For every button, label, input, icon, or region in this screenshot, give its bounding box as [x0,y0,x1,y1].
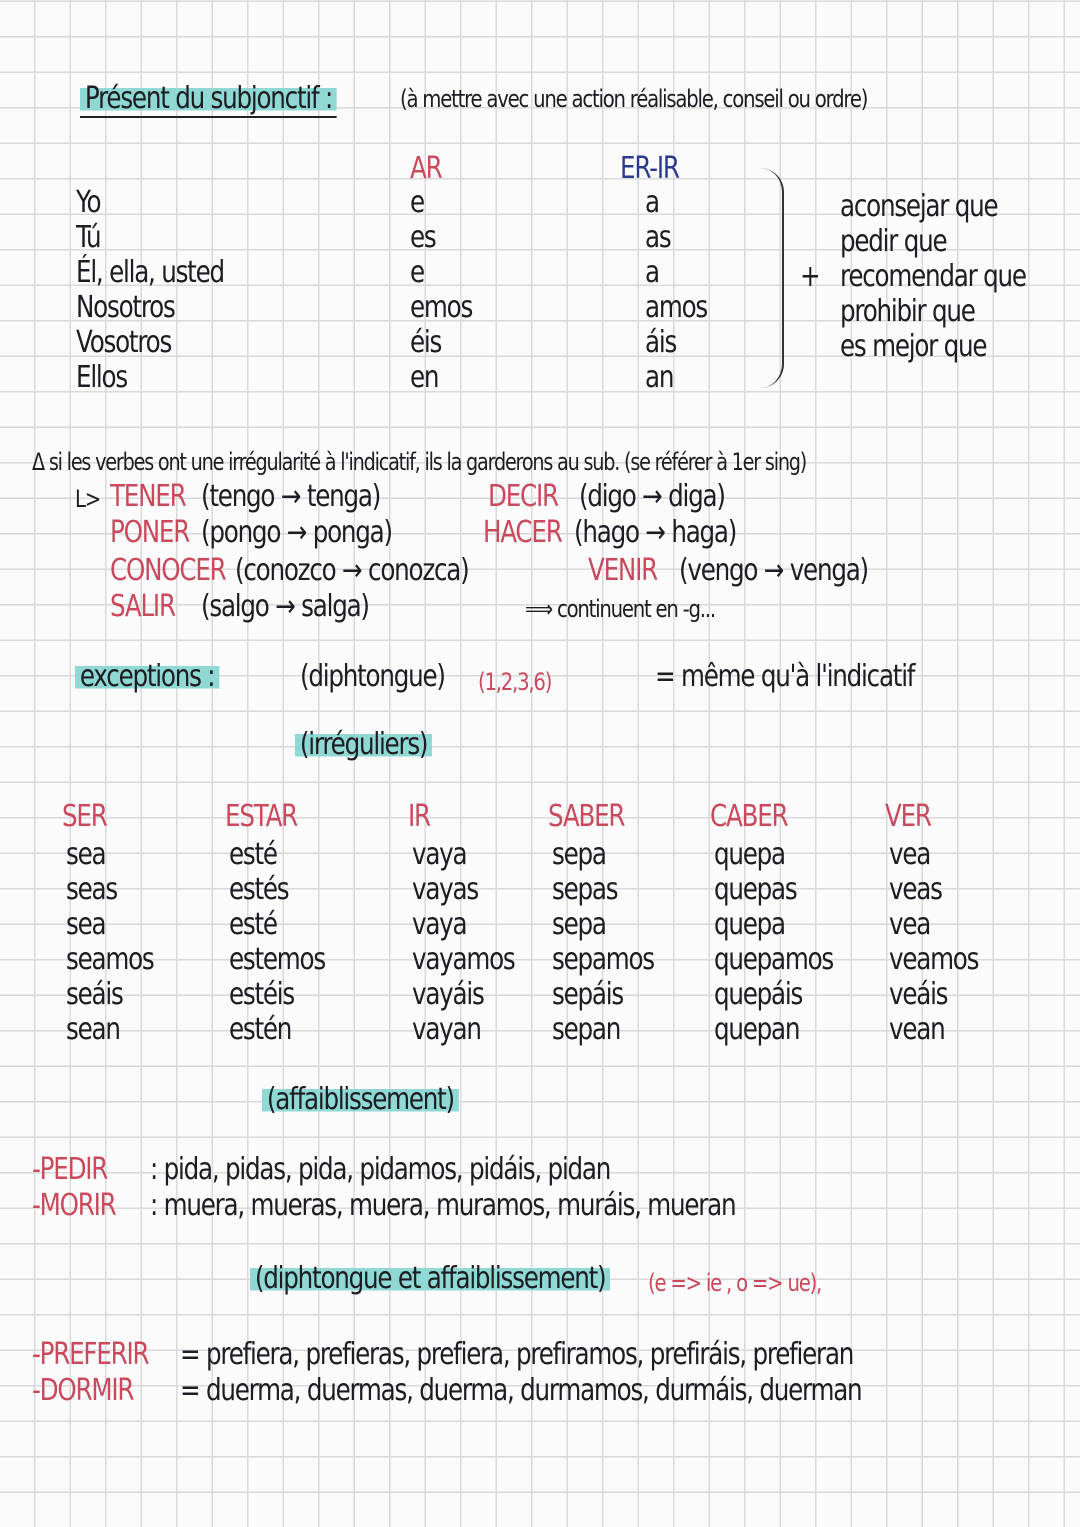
pronoun: Nosotros [76,290,175,325]
verb-form: esté [229,837,277,872]
verb-form: seas [66,872,117,907]
header-er-ir: ER-IR [620,151,679,186]
ar-ending: e [410,185,424,220]
verb-form: veas [889,872,942,907]
title-text: Présent du subjonctif : [80,81,337,118]
pronoun: Vosotros [76,325,172,360]
exceptions-text: exceptions : [75,659,219,694]
verb-form: estén [229,1012,292,1047]
ar-ending: es [410,220,436,255]
diphtongue-affaiblissement-text: (diphtongue et affaiblissement) [250,1261,610,1296]
exceptions-label [75,660,219,694]
verb-form: vaya [412,907,467,942]
verb-form: vean [889,1012,945,1047]
er-ir-ending: áis [645,325,677,360]
arrow-icon: L> [75,485,100,513]
pronoun: Ellos [76,360,127,395]
verb-form: veamos [889,942,979,977]
verb-form: seamos [66,942,154,977]
title-note: (à mettre avec une action réalisable, conseil ou ordre) [400,85,868,113]
er-ir-ending: an [645,360,674,395]
verb-form: vayas [412,872,478,907]
example-forms: (conozco → conozca) [235,553,469,588]
expression-item: pedir que [840,224,947,259]
verb-form: sea [66,907,106,942]
example-forms: (tengo → tenga) [201,479,381,514]
verb-form: quepáis [714,977,803,1012]
rule-note: Δ si les verbes ont une irrégularité à l'indicatif, ils la garderons au sub. (se référer à 1er sing) [32,448,807,476]
verb-form: esté [229,907,277,942]
expression-item: prohibir que [840,294,975,329]
verb-form: quepa [714,837,785,872]
verb-form: sea [66,837,106,872]
er-ir-ending: amos [645,290,707,325]
verb-header: IR [408,799,430,834]
example-verb: DECIR [488,479,558,514]
verb-header: SABER [548,799,625,834]
verb-form: sepan [552,1012,621,1047]
diphtongue-forms: = duerma, duermas, duerma, durmamos, durmáis, duerman [180,1373,862,1408]
verb-header: SER [62,799,107,834]
ar-ending: éis [410,325,442,360]
verb-form: estéis [229,977,295,1012]
affaiblissement-label [262,1083,459,1117]
verb-form: sepas [552,872,618,907]
brace [760,168,784,388]
affaiblissement-text: (affaiblissement) [262,1082,459,1117]
verb-form: estés [229,872,289,907]
expression-item: recomendar que [840,259,1026,294]
example-verb: HACER [483,515,562,550]
affaiblissement-verb: -MORIR [32,1188,116,1223]
continuation-note: ⟹ continuent en -g... [525,595,715,623]
verb-form: vaya [412,837,467,872]
verb-form: sepamos [552,942,654,977]
plus-sign: + [800,259,820,294]
verb-form: sepáis [552,977,623,1012]
verb-form: vayamos [412,942,515,977]
page-title [80,82,337,116]
expression-item: aconsejar que [840,189,998,224]
verb-form: sepa [552,837,606,872]
ar-ending: e [410,255,424,290]
diphtongue-verb: -DORMIR [32,1373,134,1408]
verb-header: VER [885,799,931,834]
diphtongue-verb: -PREFERIR [32,1337,149,1372]
irreguliers-text: (irréguliers) [295,727,432,762]
er-ir-ending: as [645,220,671,255]
example-forms: (hago → haga) [574,515,737,550]
affaiblissement-forms: : muera, mueras, muera, muramos, muráis, mueran [150,1188,736,1223]
pronoun: Tú [76,220,101,255]
ar-ending: en [410,360,439,395]
verb-form: quepas [714,872,797,907]
persons-note: (1,2,3,6) [478,668,552,696]
verb-form: vea [889,907,931,942]
example-forms: (salgo → salga) [201,589,369,624]
verb-form: seáis [66,977,123,1012]
example-verb: SALIR [110,589,175,624]
verb-form: estemos [229,942,325,977]
same-note: = même qu'à l'indicatif [655,659,915,694]
er-ir-ending: a [645,255,659,290]
example-forms: (pongo → ponga) [201,515,392,550]
example-verb: VENIR [588,553,657,588]
verb-header: ESTAR [225,799,298,834]
diphtongue-forms: = prefiera, prefieras, prefiera, prefiramos, prefiráis, prefieran [180,1337,854,1372]
verb-form: quepa [714,907,785,942]
verb-form: vea [889,837,931,872]
verb-form: vayáis [412,977,484,1012]
verb-form: sepa [552,907,606,942]
verb-form: quepamos [714,942,834,977]
pronoun: Yo [76,185,101,220]
diphtongue-affaiblissement-label [250,1262,610,1296]
verb-header: CABER [710,799,788,834]
example-forms: (vengo → venga) [679,553,868,588]
ar-ending: emos [410,290,473,325]
expression-item: es mejor que [840,329,987,364]
header-ar: AR [410,151,442,186]
irreguliers-label [295,728,432,762]
affaiblissement-verb: -PEDIR [32,1152,108,1187]
verb-form: sean [66,1012,120,1047]
diphtongue-label: (diphtongue) [300,659,445,694]
vowel-change-note: (e => ie , o => ue), [648,1269,822,1297]
pronoun: Él, ella, usted [76,255,224,290]
example-forms: (digo → diga) [579,479,725,514]
affaiblissement-forms: : pida, pidas, pida, pidamos, pidáis, pidan [150,1152,611,1187]
example-verb: PONER [110,515,190,550]
er-ir-ending: a [645,185,659,220]
verb-form: vayan [412,1012,481,1047]
verb-form: quepan [714,1012,800,1047]
example-verb: TENER [110,479,186,514]
verb-form: veáis [889,977,948,1012]
example-verb: CONOCER [110,553,226,588]
